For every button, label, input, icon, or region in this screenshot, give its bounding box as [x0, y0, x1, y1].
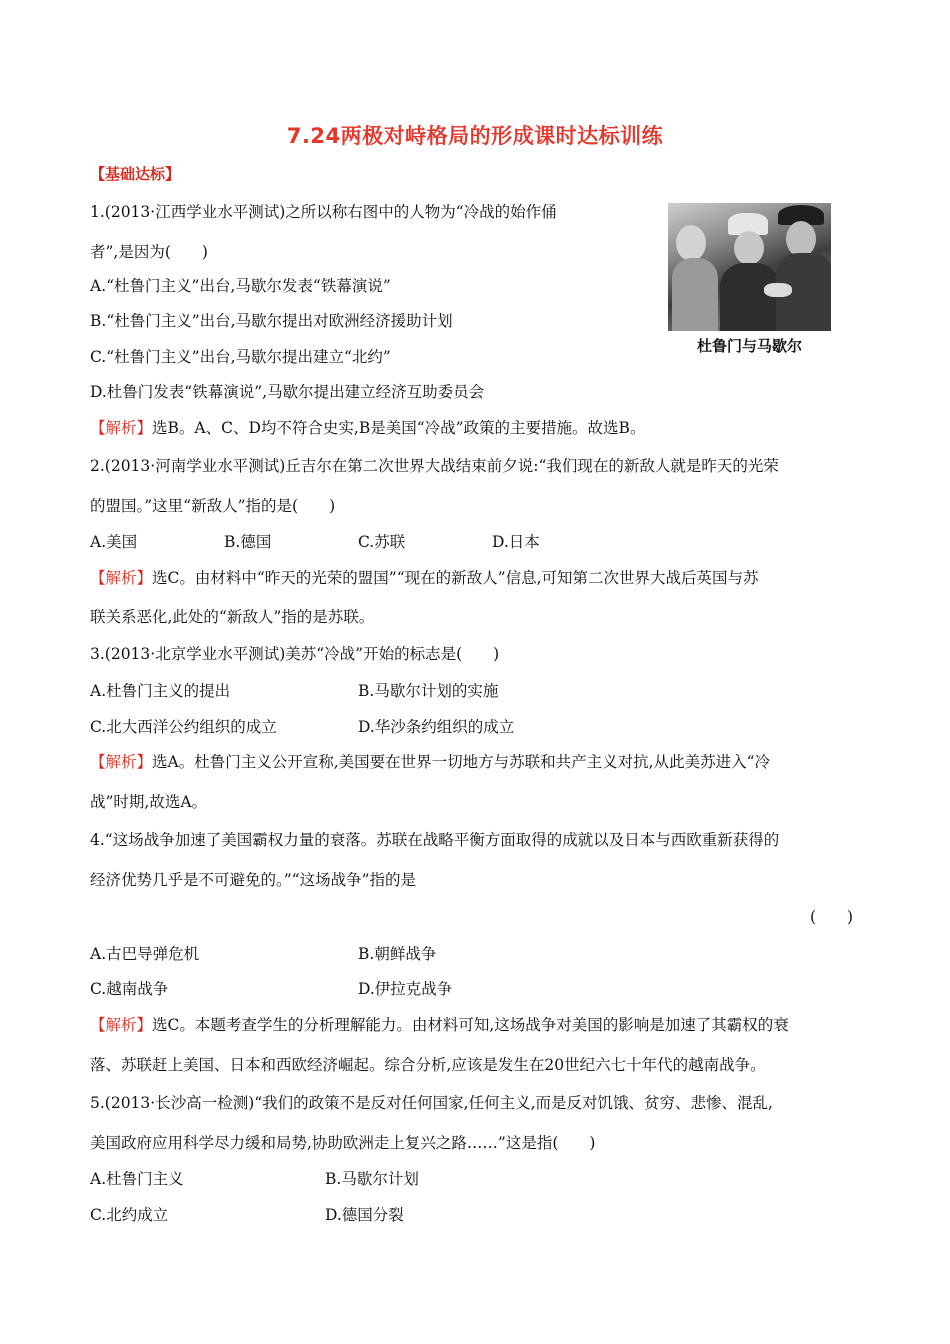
question-4-answer-paren: ( ) — [810, 908, 854, 926]
page-title: 7.24两极对峙格局的形成课时达标训练 — [286, 124, 664, 148]
historical-photo — [668, 203, 831, 331]
question-3-option-a: A.杜鲁门主义的提出 — [90, 682, 231, 700]
question-1-stem-line-2: 者”,是因为( ) — [90, 243, 208, 261]
question-2-option-b: B.德国 — [224, 533, 272, 551]
question-2-option-c: C.苏联 — [358, 533, 406, 551]
question-3-stem: 3.(2013·北京学业水平测试)美苏“冷战”开始的标志是( ) — [90, 645, 500, 663]
question-4-stem-line-1: 4.“这场战争加速了美国霸权力量的衰落。苏联在战略平衡方面取得的成就以及日本与西欧重新获得的 — [90, 831, 780, 849]
question-5-option-b: B.马歇尔计划 — [325, 1170, 419, 1188]
analysis-label: 【解析】 — [90, 569, 153, 587]
question-3-option-b: B.马歇尔计划的实施 — [358, 682, 499, 700]
question-4-option-a: A.古巴导弹危机 — [90, 945, 200, 963]
question-4-option-b: B.朝鲜战争 — [358, 945, 437, 963]
analysis-label: 【解析】 — [90, 419, 153, 437]
section-label: 【基础达标】 — [90, 165, 181, 183]
question-1-analysis — [90, 418, 645, 438]
question-2-option-d: D.日本 — [492, 533, 540, 551]
question-1-analysis-text: 选B。A、C、D均不符合史实,B是美国“冷战”政策的主要措施。故选B。 — [152, 419, 646, 437]
analysis-label: 【解析】 — [90, 1016, 153, 1034]
question-4-analysis-line-1 — [90, 1015, 789, 1035]
question-1-option-a: A.“杜鲁门主义”出台,马歇尔发表“铁幕演说” — [90, 277, 391, 295]
question-2-analysis-text: 选C。由材料中“昨天的光荣的盟国”“现在的新敌人”信息,可知第二次世界大战后英国与苏 — [152, 569, 759, 587]
question-5-stem-line-1: 5.(2013·长沙高一检测)“我们的政策不是反对任何国家,任何主义,而是反对饥饿、贫穷、悲惨、混乱, — [90, 1094, 773, 1112]
question-1-option-b: B.“杜鲁门主义”出台,马歇尔提出对欧洲经济援助计划 — [90, 312, 453, 330]
question-3-analysis-line-1 — [90, 752, 770, 772]
question-3-analysis-text: 选A。杜鲁门主义公开宣称,美国要在世界一切地方与苏联和共产主义对抗,从此美苏进入“冷 — [152, 753, 770, 771]
question-5-stem-line-2: 美国政府应用科学尽力缓和局势,协助欧洲走上复兴之路……”这是指( ) — [90, 1134, 596, 1152]
question-2-analysis-line-2: 联关系恶化,此处的“新敌人”指的是苏联。 — [90, 608, 375, 626]
question-2-stem-line-1: 2.(2013·河南学业水平测试)丘吉尔在第二次世界大战结束前夕说:“我们现在的新敌人就是昨天的光荣 — [90, 457, 779, 475]
figure-caption: 杜鲁门与马歇尔 — [696, 337, 802, 355]
question-5-option-d: D.德国分裂 — [325, 1206, 404, 1224]
question-5-option-a: A.杜鲁门主义 — [90, 1170, 184, 1188]
question-3-analysis-line-2: 战”时期,故选A。 — [90, 793, 208, 811]
question-1-option-c: C.“杜鲁门主义”出台,马歇尔提出建立“北约” — [90, 348, 391, 366]
question-4-option-c: C.越南战争 — [90, 980, 169, 998]
question-4-analysis-text: 选C。本题考查学生的分析理解能力。由材料可知,这场战争对美国的影响是加速了其霸权的衰 — [152, 1016, 789, 1034]
question-4-option-d: D.伊拉克战争 — [358, 980, 453, 998]
question-5-option-c: C.北约成立 — [90, 1206, 169, 1224]
question-2-option-a: A.美国 — [90, 533, 138, 551]
question-2-stem-line-2: 的盟国。”这里“新敌人”指的是( ) — [90, 497, 336, 515]
question-3-option-d: D.华沙条约组织的成立 — [358, 718, 515, 736]
question-3-option-c: C.北大西洋公约组织的成立 — [90, 718, 277, 736]
question-4-stem-line-2: 经济优势几乎是不可避免的。”“这场战争”指的是 — [90, 871, 417, 889]
question-1-option-d: D.杜鲁门发表“铁幕演说”,马歇尔提出建立经济互助委员会 — [90, 383, 485, 401]
question-2-analysis-line-1 — [90, 568, 759, 588]
question-1-stem-line-1: 1.(2013·江西学业水平测试)之所以称右图中的人物为“冷战的始作俑 — [90, 203, 557, 221]
question-4-analysis-line-2: 落、苏联赶上美国、日本和西欧经济崛起。综合分析,应该是发生在20世纪六七十年代的越南战争。 — [90, 1056, 766, 1074]
analysis-label: 【解析】 — [90, 753, 153, 771]
